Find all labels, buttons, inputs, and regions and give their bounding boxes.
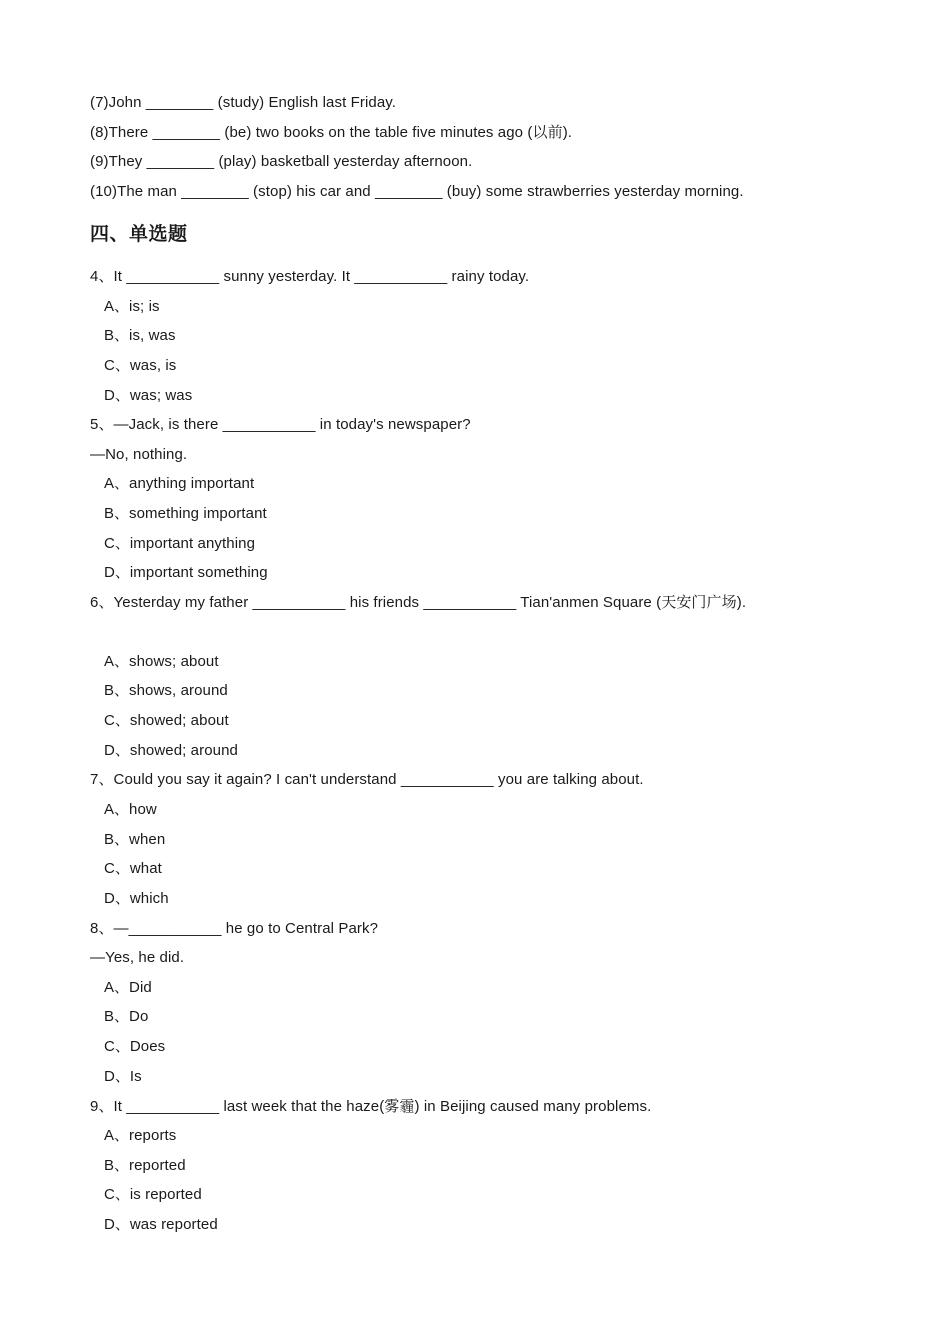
option-text: something important [129, 505, 267, 523]
question-6 [90, 588, 850, 765]
option-b[interactable] [90, 1002, 850, 1032]
option-a[interactable] [90, 292, 850, 322]
option-list [90, 973, 850, 1092]
section-heading: 四、单选题 [90, 224, 188, 245]
option-letter: A、 [104, 978, 130, 996]
option-letter: A、 [104, 800, 130, 818]
option-c[interactable] [90, 529, 850, 559]
option-d[interactable] [90, 558, 850, 588]
option-text: reports [129, 1127, 177, 1145]
option-text: was; was [129, 386, 193, 404]
option-letter: B、 [104, 505, 130, 523]
option-letter: B、 [104, 682, 130, 700]
option-text: Did [129, 978, 152, 996]
option-text: Is [129, 1067, 142, 1085]
option-text: when [129, 830, 166, 848]
option-d[interactable] [90, 1210, 850, 1240]
option-a[interactable] [90, 973, 850, 1003]
fill-in-item: (10)The man ________ (stop) his car and ________ (buy) some strawberries yesterday morning. [90, 182, 744, 200]
option-text: reported [129, 1156, 186, 1174]
question-5 [90, 410, 850, 588]
option-d[interactable] [90, 736, 850, 766]
option-b[interactable] [90, 321, 850, 351]
option-a[interactable] [90, 1121, 850, 1151]
option-letter: D、 [104, 564, 130, 582]
option-c[interactable] [90, 706, 850, 736]
option-text: important anything [129, 534, 256, 552]
fill-in-blank-section [90, 88, 850, 206]
question-stem: 7、Could you say it again? I can't understand ___________ you are talking about. [90, 771, 644, 789]
question-continuation: —Yes, he did. [90, 949, 185, 967]
option-letter: C、 [104, 712, 130, 730]
option-c[interactable] [90, 854, 850, 884]
option-letter: C、 [104, 356, 130, 374]
option-b[interactable] [90, 676, 850, 706]
option-list [90, 647, 850, 766]
option-text: was, is [129, 356, 177, 374]
option-list [90, 292, 850, 411]
option-letter: A、 [104, 297, 130, 315]
option-letter: B、 [104, 327, 130, 345]
option-text: Do [129, 1008, 149, 1026]
option-letter: D、 [104, 1067, 130, 1085]
option-text: which [129, 890, 169, 908]
option-letter: A、 [104, 1127, 130, 1145]
option-text: what [129, 860, 162, 878]
option-text: is, was [129, 327, 176, 345]
option-a[interactable] [90, 469, 850, 499]
question-9 [90, 1092, 850, 1240]
option-letter: B、 [104, 830, 130, 848]
option-c[interactable] [90, 1032, 850, 1062]
option-letter: C、 [104, 1186, 130, 1204]
option-text: shows; about [129, 652, 219, 670]
question-continuation: —No, nothing. [90, 445, 188, 463]
option-a[interactable] [90, 647, 850, 677]
fill-in-item: (9)They ________ (play) basketball yesterday afternoon. [90, 153, 473, 170]
option-text: Does [129, 1038, 166, 1056]
question-spacer [90, 618, 850, 647]
option-text: shows, around [129, 682, 228, 700]
option-letter: C、 [104, 1038, 130, 1056]
option-c[interactable] [90, 1180, 850, 1210]
option-list [90, 1121, 850, 1240]
option-letter: B、 [104, 1008, 130, 1026]
multiple-choice-questions [90, 262, 850, 1240]
option-text: is reported [129, 1186, 202, 1204]
question-7 [90, 765, 850, 913]
fill-in-item: (7)John ________ (study) English last Friday. [90, 94, 397, 111]
option-d[interactable] [90, 381, 850, 411]
option-letter: B、 [104, 1156, 130, 1174]
question-stem: 9、It ___________ last week that the haze(雾霾) in Beijing caused many problems. [90, 1097, 652, 1115]
option-d[interactable] [90, 884, 850, 914]
option-text: showed; about [129, 712, 229, 730]
option-text: showed; around [129, 741, 238, 759]
option-list [90, 469, 850, 588]
option-letter: C、 [104, 860, 130, 878]
question-8 [90, 914, 850, 1092]
option-a[interactable] [90, 795, 850, 825]
option-letter: C、 [104, 534, 130, 552]
option-c[interactable] [90, 351, 850, 381]
question-stem: 8、—___________ he go to Central Park? [90, 919, 379, 937]
question-4 [90, 262, 850, 410]
option-text: was reported [129, 1216, 218, 1234]
option-text: anything important [129, 475, 255, 493]
option-b[interactable] [90, 1151, 850, 1181]
fill-in-item: (8)There ________ (be) two books on the table five minutes ago (以前). [90, 123, 573, 141]
option-letter: D、 [104, 386, 130, 404]
option-text: is; is [129, 297, 160, 315]
option-text: important something [129, 564, 268, 582]
option-letter: A、 [104, 475, 130, 493]
option-d[interactable] [90, 1062, 850, 1092]
option-list [90, 795, 850, 914]
option-b[interactable] [90, 499, 850, 529]
question-stem: 4、It ___________ sunny yesterday. It ___________ rainy today. [90, 268, 530, 285]
option-text: how [129, 800, 157, 818]
option-letter: A、 [104, 652, 130, 670]
option-letter: D、 [104, 1216, 130, 1234]
option-letter: D、 [104, 741, 130, 759]
question-stem: 5、—Jack, is there ___________ in today's newspaper? [90, 416, 471, 434]
question-stem: 6、Yesterday my father ___________ his friends ___________ Tian'anmen Square (天安门广场). [90, 594, 747, 612]
option-letter: D、 [104, 890, 130, 908]
option-b[interactable] [90, 825, 850, 855]
